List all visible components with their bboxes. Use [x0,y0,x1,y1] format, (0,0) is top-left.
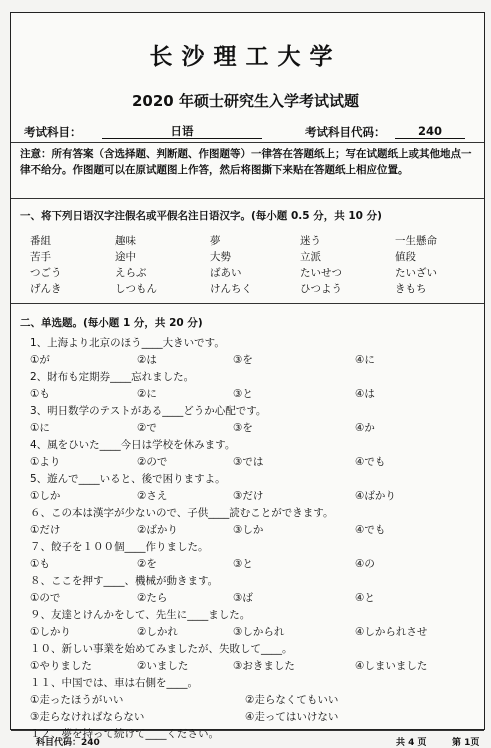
exam-title: 2020 年硕士研究生入学考试试题 [132,92,359,110]
vocab-word: げんき [30,283,62,295]
vocab-word: 迷う [300,235,321,247]
answer-option[interactable]: ③を [233,422,253,434]
exam-notice: 注意：所有答案（含选择题、判断题、作图题等）一律答在答题纸上；写在试题纸上或其他地点一律不给分。作图题可以在原试题图上作答，然后将图撕下来贴在答题纸上相应位置。 [20,148,472,176]
answer-option[interactable]: ②しかれ [137,626,178,638]
answer-option[interactable]: ②いました [137,660,189,672]
answer-option[interactable]: ④に [355,354,375,366]
question-text: 1、上海より北京のほう____大きいです。 [30,337,225,349]
vocab-word: 立派 [300,251,321,263]
vocab-word: しつもん [115,283,157,295]
question-text: １１、中国では、車は右側を____。 [30,677,198,689]
vocab-word: たいざい [395,267,437,279]
divider [11,198,484,199]
answer-option[interactable]: ④でも [355,524,386,536]
vocab-word: つごう [30,267,62,279]
vocab-word: 途中 [115,251,136,263]
answer-option[interactable]: ③走らなければならない [30,711,145,723]
answer-option[interactable]: ④走ってはいけない [245,711,339,723]
vocab-word: 番組 [30,235,51,247]
answer-option[interactable]: ③だけ [233,490,264,502]
answer-option[interactable]: ①しか [30,490,61,502]
answer-option[interactable]: ④の [355,558,375,570]
vocab-word: 夢 [210,235,221,247]
question-text: 3、明日数学のテストがある____どうか心配です。 [30,405,267,417]
answer-option[interactable]: ④は [355,388,375,400]
answer-option[interactable]: ③を [233,354,253,366]
divider [11,142,484,143]
question-text: 5、遊んで____いると、後で困りますよ。 [30,473,226,485]
vocab-word: きもち [395,283,427,295]
question-text: 2、財布も定期券____忘れました。 [30,371,195,383]
answer-option[interactable]: ③ば [233,592,253,604]
university-name: 长沙理工大学 [149,44,342,70]
subject-code-label: 考试科目代码： [305,125,386,139]
question-text: １２、夢を持って続けて____ください。 [30,728,219,740]
question-text: ７、餃子を１００個____作りました。 [30,541,209,553]
vocab-word: 値段 [395,251,416,263]
vocab-word: けんちく [210,283,252,295]
question-text: ９、友達とけんかをして、先生に____ました。 [30,609,251,621]
question-text: 4、風をひいた____今日は学校を休みます。 [30,439,236,451]
footer-page-number: 第 1页 [452,738,480,748]
vocab-word: えらぶ [115,267,147,279]
answer-option[interactable]: ①が [30,354,50,366]
question-text: １０、新しい事業を始めてみましたが、失敗して____。 [30,643,293,655]
answer-option[interactable]: ②に [137,388,157,400]
answer-option[interactable]: ④ばかり [355,490,396,502]
question-text: ６、この本は漢字が少ないので、子供____読むことができます。 [30,507,334,519]
vocab-word: ばあい [210,267,242,279]
answer-option[interactable]: ③おきました [233,660,295,672]
answer-option[interactable]: ③と [233,558,253,570]
subject-code-value: 240 [395,124,465,139]
answer-option[interactable]: ②ばかり [137,524,178,536]
answer-option[interactable]: ②を [137,558,157,570]
answer-option[interactable]: ②で [137,422,157,434]
answer-option[interactable]: ①も [30,558,50,570]
question-text: ８、ここを押す____、機械が動きます。 [30,575,219,587]
footer-total-pages: 共 4 页 [396,738,427,748]
vocab-word: 大勢 [210,251,231,263]
answer-option[interactable]: ②たら [137,592,168,604]
answer-option[interactable]: ③しか [233,524,264,536]
answer-option[interactable]: ②さえ [137,490,168,502]
answer-option[interactable]: ④と [355,592,375,604]
answer-option[interactable]: ③では [233,456,264,468]
section-1-title: 一、将下列日语汉字注假名或平假名注日语汉字。(每小题 0.5 分，共 10 分) [20,210,382,222]
vocab-word: 趣味 [115,235,136,247]
vocab-word: たいせつ [300,267,342,279]
answer-option[interactable]: ③と [233,388,253,400]
footer-subject-code: 科目代码：240 [36,738,100,748]
divider [11,303,484,304]
vocab-word: ひつよう [300,283,342,295]
answer-option[interactable]: ④しかられさせ [355,626,428,638]
answer-option[interactable]: ③しかられ [233,626,285,638]
answer-option[interactable]: ①やりました [30,660,92,672]
answer-option[interactable]: ④でも [355,456,386,468]
subject-label: 考试科目： [24,125,82,139]
answer-option[interactable]: ①ので [30,592,61,604]
vocab-word: 苦手 [30,251,51,263]
answer-option[interactable]: ①しかり [30,626,71,638]
answer-option[interactable]: ②は [137,354,157,366]
answer-option[interactable]: ④しまいました [355,660,428,672]
vocab-word: 一生懸命 [395,235,437,247]
answer-option[interactable]: ②走らなくてもいい [245,694,339,706]
answer-option[interactable]: ①より [30,456,61,468]
answer-option[interactable]: ①に [30,422,50,434]
divider [11,730,484,731]
answer-option[interactable]: ①も [30,388,50,400]
subject-value: 日语 [102,124,262,139]
section-2-title: 二、单选题。(每小题 1 分，共 20 分) [20,317,203,329]
answer-option[interactable]: ①だけ [30,524,61,536]
answer-option[interactable]: ①走ったほうがいい [30,694,124,706]
answer-option[interactable]: ②ので [137,456,168,468]
answer-option[interactable]: ④か [355,422,375,434]
